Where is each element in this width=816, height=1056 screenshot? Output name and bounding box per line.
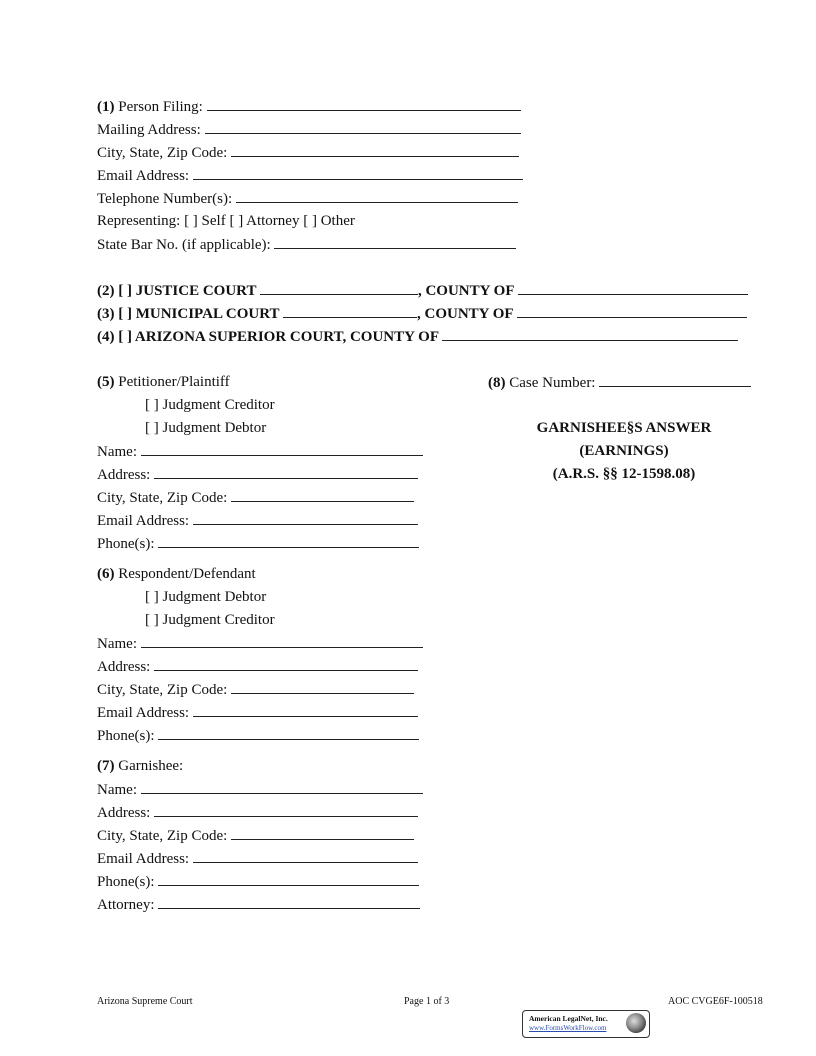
- respondent-phone-field[interactable]: [158, 726, 419, 740]
- county-of-label: , COUNTY OF: [417, 283, 514, 299]
- petitioner-creditor-option[interactable]: [ ] Judgment Creditor: [145, 397, 275, 413]
- municipal-court-field[interactable]: [283, 304, 417, 318]
- mailing-address-label: Mailing Address:: [97, 122, 201, 138]
- respondent-creditor-option[interactable]: [ ] Judgment Creditor: [145, 612, 275, 628]
- bar-number-row: [97, 235, 516, 254]
- person-filing-field[interactable]: [207, 97, 521, 111]
- petitioner-address-field[interactable]: [154, 465, 418, 479]
- section-number: (8): [488, 375, 506, 391]
- person-filing-label: Person Filing:: [118, 99, 203, 115]
- justice-court-field[interactable]: [260, 281, 418, 295]
- respondent-email-field[interactable]: [193, 703, 418, 717]
- respondent-city-field[interactable]: [231, 680, 414, 694]
- phone-label: Phone(s):: [97, 536, 155, 552]
- document-title-line3: (A.R.S. §§ 12-1598.08): [552, 466, 696, 482]
- mailing-address-row: [97, 120, 521, 139]
- petitioner-city-field[interactable]: [231, 488, 414, 502]
- telephone-row: [97, 189, 518, 208]
- respondent-name-field[interactable]: [141, 634, 423, 648]
- petitioner-name-row: [97, 442, 423, 461]
- respondent-heading: [97, 565, 256, 583]
- bar-number-field[interactable]: [274, 235, 516, 249]
- footer-page-number: Page 1 of 3: [404, 996, 450, 1007]
- respondent-city-row: [97, 680, 414, 699]
- phone-label: Phone(s):: [97, 728, 155, 744]
- case-number-label: Case Number:: [509, 375, 596, 391]
- superior-county-field[interactable]: [442, 327, 738, 341]
- email-address-row: [97, 166, 523, 185]
- garnishee-name-row: [97, 780, 423, 799]
- section-number: (5): [97, 374, 115, 390]
- city-label: City, State, Zip Code:: [97, 682, 228, 698]
- american-legalnet-logo[interactable]: [522, 1010, 650, 1038]
- superior-court-row[interactable]: [97, 327, 738, 346]
- municipal-county-field[interactable]: [517, 304, 747, 318]
- garnishee-address-field[interactable]: [154, 803, 418, 817]
- address-label: Address:: [97, 659, 151, 675]
- mailing-address-field[interactable]: [205, 120, 521, 134]
- phone-label: Phone(s):: [97, 874, 155, 890]
- case-number-field[interactable]: [599, 373, 751, 387]
- representing-row[interactable]: [97, 212, 355, 230]
- attorney-label: Attorney:: [97, 897, 155, 913]
- section-number: (1): [97, 99, 115, 115]
- petitioner-city-row: [97, 488, 414, 507]
- justice-court-row[interactable]: [97, 281, 748, 300]
- garnishee-attorney-row: [97, 895, 420, 914]
- respondent-phone-row: [97, 726, 419, 745]
- garnishee-heading: [97, 757, 183, 775]
- name-label: Name:: [97, 636, 137, 652]
- municipal-court-label[interactable]: (3) [ ] MUNICIPAL COURT: [97, 306, 280, 322]
- respondent-title: Respondent/Defendant: [118, 566, 256, 582]
- person-filing-row: [97, 97, 521, 116]
- petitioner-address-row: [97, 465, 418, 484]
- justice-court-label[interactable]: (2) [ ] JUSTICE COURT: [97, 283, 257, 299]
- email-label: Email Address:: [97, 851, 190, 867]
- city-label: City, State, Zip Code:: [97, 828, 228, 844]
- petitioner-debtor-option[interactable]: [ ] Judgment Debtor: [145, 420, 267, 436]
- garnishee-phone-field[interactable]: [158, 872, 419, 886]
- city-state-zip-label: City, State, Zip Code:: [97, 145, 228, 161]
- logo-globe-icon: [626, 1013, 646, 1033]
- email-address-field[interactable]: [193, 166, 523, 180]
- garnishee-email-field[interactable]: [193, 849, 418, 863]
- petitioner-email-row: [97, 511, 418, 530]
- garnishee-name-field[interactable]: [141, 780, 423, 794]
- petitioner-phone-field[interactable]: [158, 534, 419, 548]
- email-label: Email Address:: [97, 513, 190, 529]
- footer-form-code: AOC CVGE6F-100518: [668, 996, 763, 1007]
- garnishee-city-row: [97, 826, 414, 845]
- email-address-label: Email Address:: [97, 168, 190, 184]
- case-number-row: [488, 373, 751, 392]
- petitioner-phone-row: [97, 534, 419, 553]
- representing-label[interactable]: Representing: [ ] Self [ ] Attorney [ ] Other: [97, 213, 355, 229]
- email-label: Email Address:: [97, 705, 190, 721]
- respondent-email-row: [97, 703, 418, 722]
- garnishee-phone-row: [97, 872, 419, 891]
- city-state-zip-row: [97, 143, 519, 162]
- garnishee-city-field[interactable]: [231, 826, 414, 840]
- section-number: (6): [97, 566, 115, 582]
- respondent-debtor-option[interactable]: [ ] Judgment Debtor: [145, 589, 267, 605]
- city-state-zip-field[interactable]: [231, 143, 519, 157]
- address-label: Address:: [97, 805, 151, 821]
- document-title-line1: GARNISHEE§S ANSWER: [536, 420, 712, 436]
- garnishee-address-row: [97, 803, 418, 822]
- respondent-address-row: [97, 657, 418, 676]
- respondent-name-row: [97, 634, 423, 653]
- municipal-court-row[interactable]: [97, 304, 747, 323]
- justice-county-field[interactable]: [518, 281, 748, 295]
- bar-number-label: State Bar No. (if applicable):: [97, 237, 271, 253]
- city-label: City, State, Zip Code:: [97, 490, 228, 506]
- logo-company-name: American LegalNet, Inc.: [529, 1014, 608, 1023]
- name-label: Name:: [97, 444, 137, 460]
- petitioner-email-field[interactable]: [193, 511, 418, 525]
- garnishee-attorney-field[interactable]: [158, 895, 420, 909]
- logo-website-link[interactable]: www.FormsWorkFlow.com: [529, 1024, 607, 1032]
- telephone-label: Telephone Number(s):: [97, 191, 233, 207]
- garnishee-title: Garnishee:: [118, 758, 184, 774]
- petitioner-name-field[interactable]: [141, 442, 423, 456]
- footer-court: Arizona Supreme Court: [97, 996, 193, 1007]
- garnishee-email-row: [97, 849, 418, 868]
- name-label: Name:: [97, 782, 137, 798]
- superior-court-label[interactable]: (4) [ ] ARIZONA SUPERIOR COURT, COUNTY OF: [97, 329, 439, 345]
- telephone-field[interactable]: [236, 189, 518, 203]
- section-number: (7): [97, 758, 115, 774]
- respondent-address-field[interactable]: [154, 657, 418, 671]
- petitioner-heading: [97, 373, 230, 391]
- address-label: Address:: [97, 467, 151, 483]
- document-title-line2: (EARNINGS): [579, 443, 669, 459]
- petitioner-title: Petitioner/Plaintiff: [118, 374, 230, 390]
- county-of-label: , COUNTY OF: [417, 306, 513, 322]
